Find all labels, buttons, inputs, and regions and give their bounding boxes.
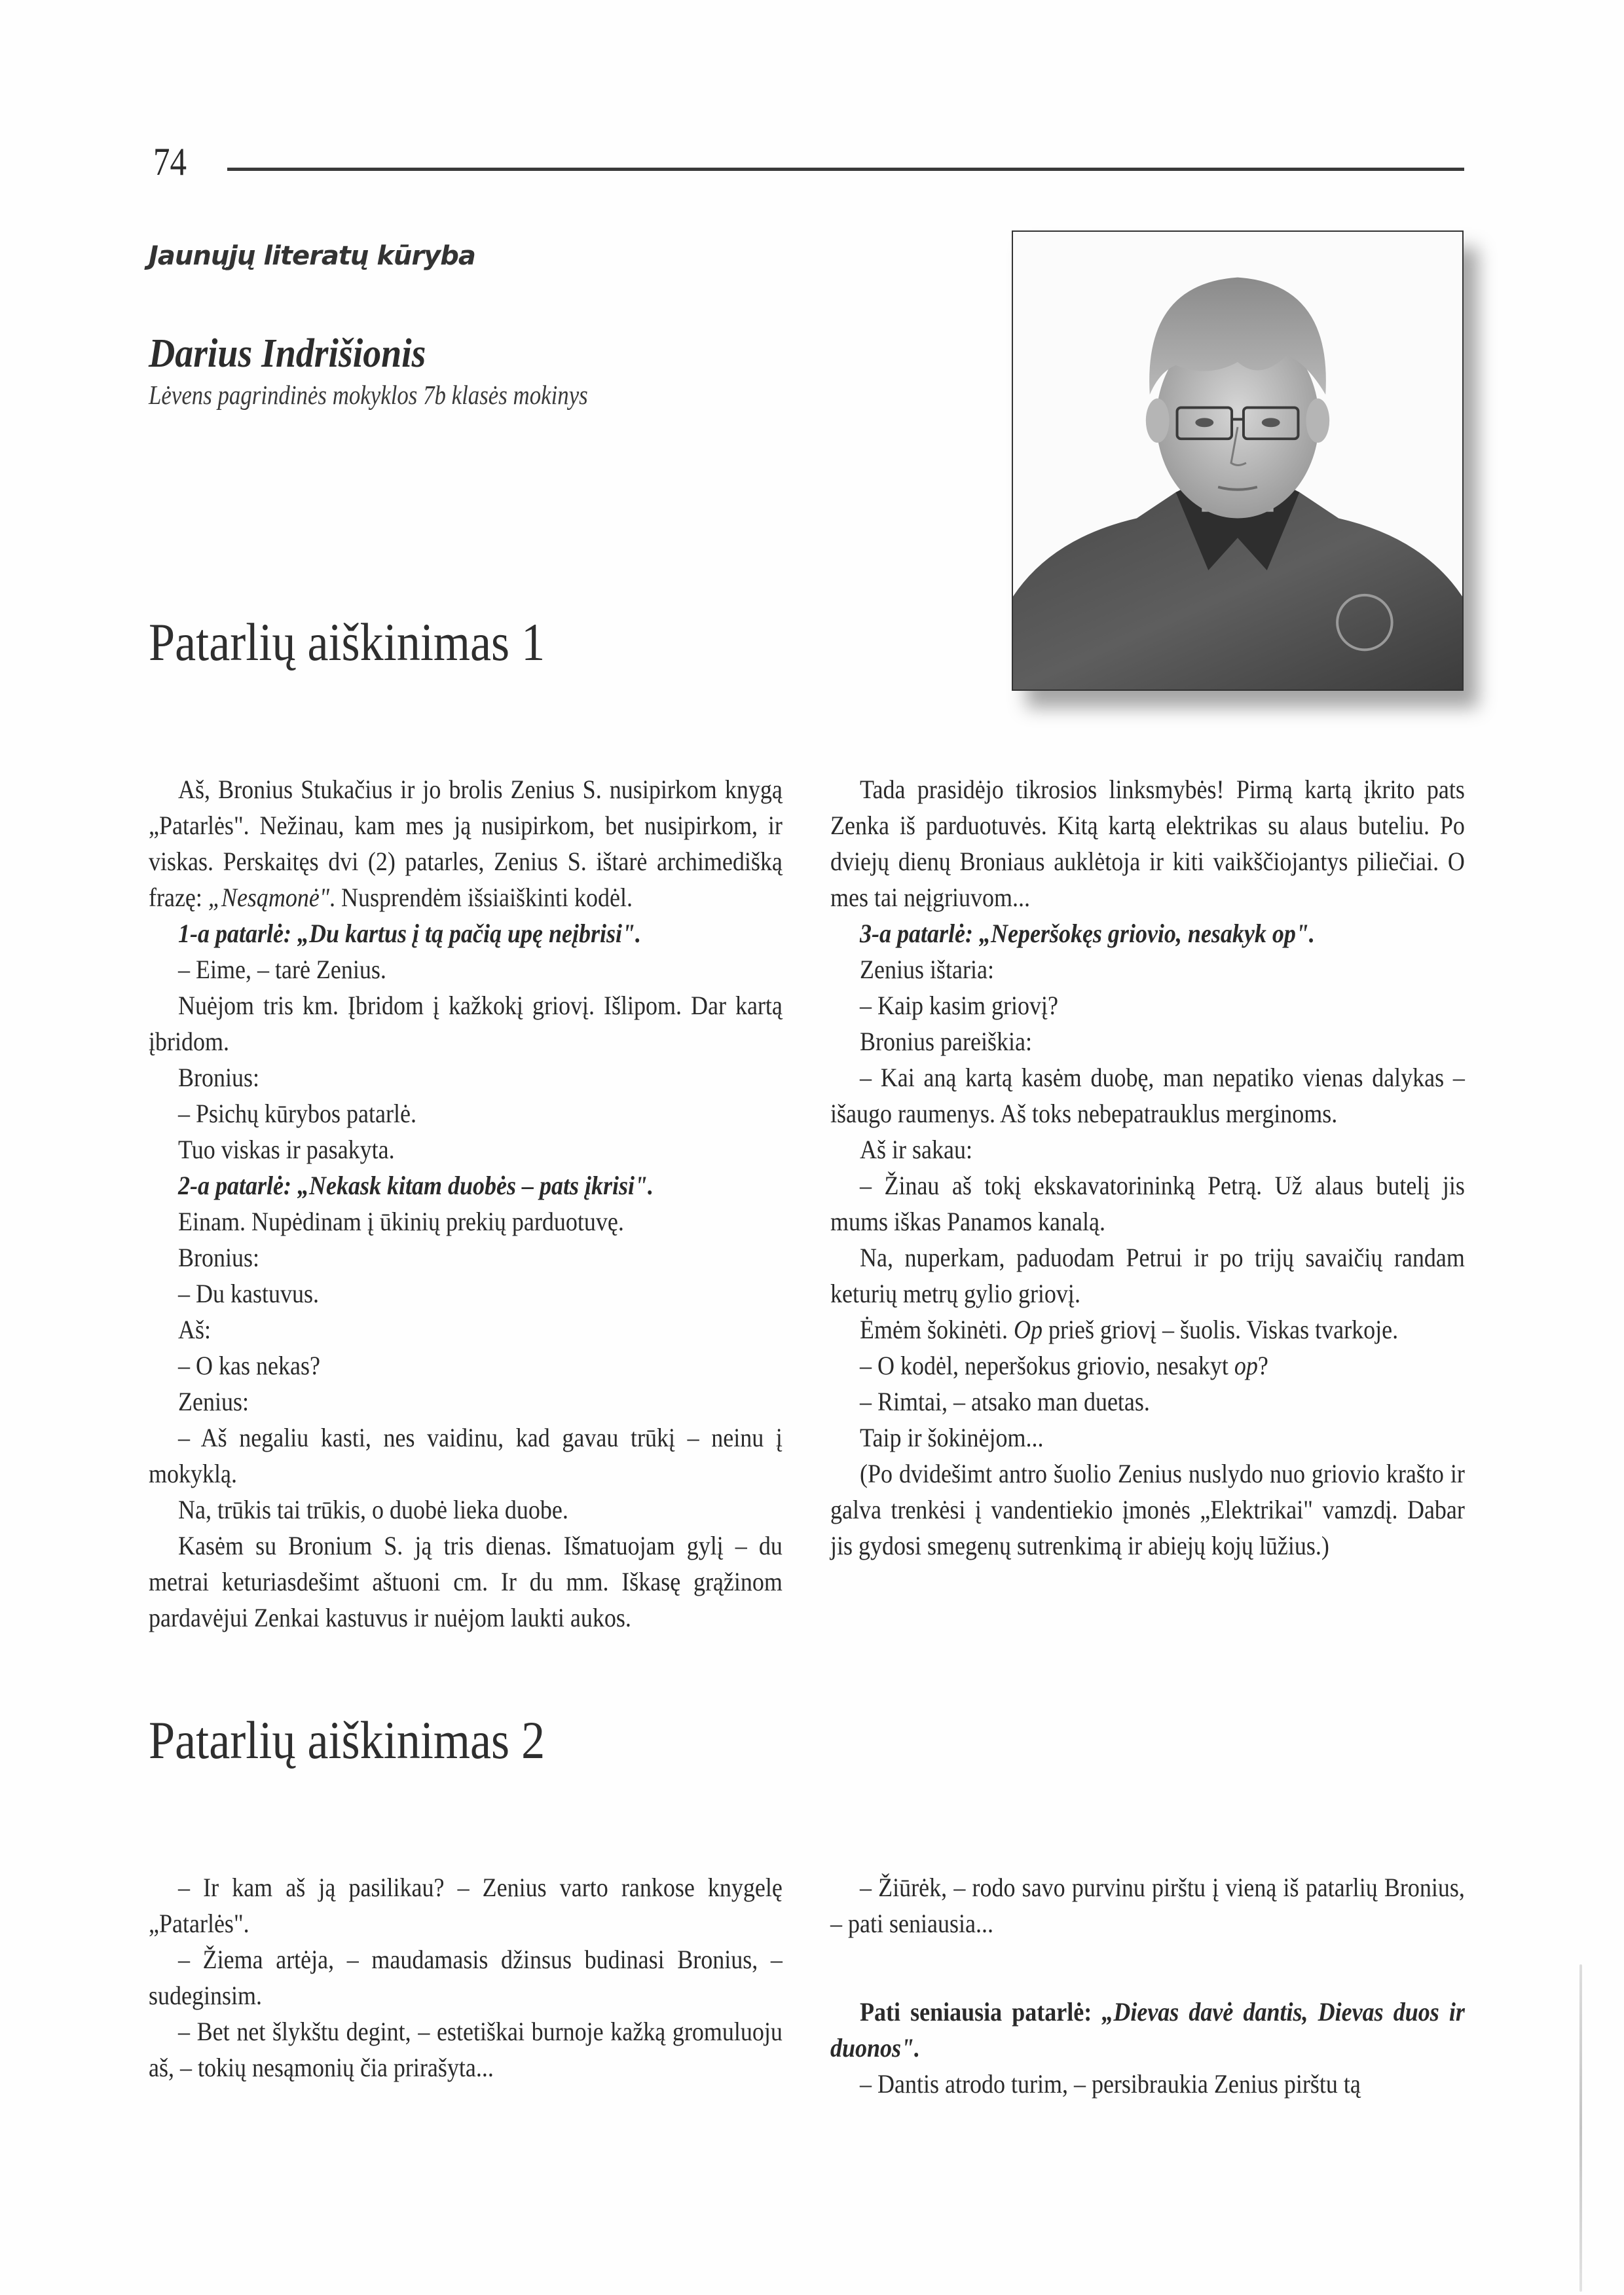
dialogue-line: – Kaip kasim griovį? [860,991,1058,1020]
story-2-left-column [149,1869,783,2085]
paragraph: Ėmėm šokinėti. Op prieš griovį – šuolis. Viskas tvarkoje. [860,1315,1399,1344]
paragraph: Tada prasidėjo tikrosios linksmybės! Pirmą kartą įkrito pats Zenka iš parduotuvės. Kitą kartą elektrikas su alaus buteliu. Po dviejų dienų Broniaus auklėtoja ir kiti vaikščiojantys piliečiai. O mes tai neįgriuvom... [830,775,1465,912]
speaker-label: Bronius: [178,1063,260,1092]
proverb-line: Pati seniausia patarlė: „Dievas davė dantis, Dievas duos ir duonos". [830,1997,1465,2063]
speaker-label: Zenius: [178,1387,249,1416]
author-photo [1012,230,1464,691]
paragraph: Kasėm su Bronium S. ją tris dienas. Išmatuojam gylį – du metrai keturiasdešimt aštuoni cm. Ir du mm. Iškasę grąžinom pardavėjui Zenkai kastuvus ir nuėjom laukti aukos. [149,1531,783,1632]
spacer [830,1941,1465,1994]
page-number: 74 [153,140,187,183]
story-2-right-column [830,1869,1465,2102]
paragraph: Nuėjom tris km. Įbridom į kažkokį griovį. Išlipom. Dar kartą įbridom. [149,991,783,1056]
dialogue-line: – O kas nekas? [178,1351,320,1380]
dialogue-line: – O kodėl, neperšokus griovio, nesakyt op? [860,1351,1268,1380]
paragraph: Einam. Nupėdinam į ūkinių prekių parduotuvę. [178,1207,624,1236]
paragraph: Aš, Bronius Stukačius ir jo brolis Zenius S. nusipirkom knygą „Patarlės". Nežinau, kam mes ją nusipirkom, bet nusipirkom, ir viskas. Perskaitęs dvi (2) patarles, Zenius S. ištarė archimedišką frazę: „Nesąmonė". Nusprendėm išsiaiškinti kodėl. [149,775,783,912]
portrait-image [1013,232,1462,689]
author-affiliation: Lėvens pagrindinės mokyklos 7b klasės mokinys [149,380,588,410]
story-2-title: Patarlių aiškinimas 2 [149,1710,545,1770]
dialogue-line: – Žiūrėk, – rodo savo purvinu pirštu į vieną iš patarlių Bronius, – pati seniausia... [830,1873,1465,1938]
dialogue-line: – Žiema artėja, – maudamasis džinsus budinasi Bronius, – sudeginsim. [149,1945,783,2010]
paragraph: Taip ir šokinėjom... [860,1423,1044,1452]
speaker-label: Bronius: [178,1243,260,1272]
dialogue-line: – Eime, – tarė Zenius. [178,955,386,984]
header-rule [227,168,1464,171]
section-label: Jaunųjų literatų kūryba [149,241,475,271]
story-1-title: Patarlių aiškinimas 1 [149,612,545,672]
paragraph: Na, trūkis tai trūkis, o duobė lieka duobe. [178,1495,568,1524]
author-name: Darius Indrišionis [149,331,426,376]
paragraph: Na, nuperkam, paduodam Petrui ir po trijų savaičių randam keturių metrų gylio griovį. [830,1243,1465,1308]
dialogue-line: – Dantis atrodo turim, – persibraukia Zenius pirštu tą [860,2069,1361,2099]
dialogue-line: – Du kastuvus. [178,1279,320,1308]
proverb-line: 1-a patarlė: „Du kartus į tą pačią upę neįbrisi". [178,919,642,948]
dialogue-line: – Psichų kūrybos patarlė. [178,1099,416,1128]
dialogue-line: – Kai aną kartą kasėm duobę, man nepatiko vienas dalykas – išaugo raumenys. Aš toks nebepatrauklus merginoms. [830,1063,1465,1128]
dialogue-line: – Bet net šlykštu degint, – estetiškai burnoje kažką gromuluoju aš, – tokių nesąmonių čia prirašyta... [149,2017,783,2082]
speaker-label: Aš: [178,1315,212,1344]
story-1-left-column [149,771,783,1636]
speaker-label: Zenius ištaria: [860,955,994,984]
story-1-right-column [830,771,1465,1564]
proverb-line: 2-a patarlė: „Nekask kitam duobės – pats įkrisi". [178,1171,654,1200]
scan-edge-artifact [1579,1964,1582,2292]
paragraph: Tuo viskas ir pasakyta. [178,1135,395,1164]
dialogue-line: – Ir kam aš ją pasilikau? – Zenius varto rankose knygelę „Patarlės". [149,1873,783,1938]
dialogue-line: – Žinau aš tokį ekskavatorininką Petrą. Už alaus butelį jis mums iškas Panamos kanalą. [830,1171,1465,1236]
dialogue-line: – Aš negaliu kasti, nes vaidinu, kad gavau trūkį – neinu į mokyklą. [149,1423,783,1488]
paragraph: (Po dvidešimt antro šuolio Zenius nuslydo nuo griovio krašto ir galva trenkėsi į vandentiekio įmonės „Elektrikai" vamzdį. Dabar jis gydosi smegenų sutrenkimą ir abiejų kojų lūžius.) [830,1459,1465,1560]
dialogue-line: – Rimtai, – atsako man duetas. [860,1387,1150,1416]
speaker-label: Bronius pareiškia: [860,1027,1032,1056]
speaker-label: Aš ir sakau: [860,1135,972,1164]
proverb-line: 3-a patarlė: „Neperšokęs griovio, nesakyk op". [860,919,1315,948]
